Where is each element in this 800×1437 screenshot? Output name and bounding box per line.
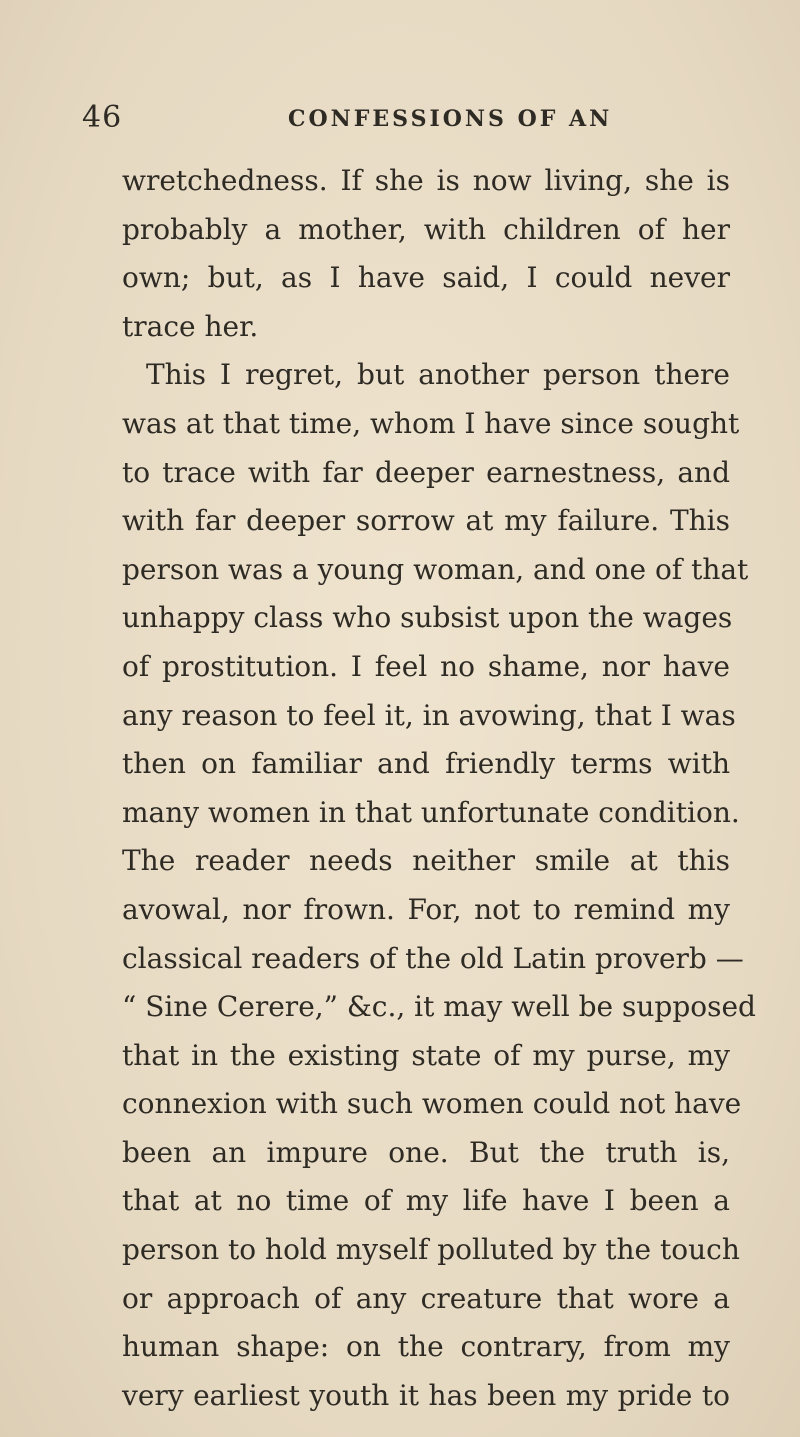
text-line: to trace with far deeper earnestness, and: [122, 455, 730, 489]
text-line: that at no time of my life have I been a: [122, 1184, 730, 1218]
text-line: of prostitution. I feel no shame, nor have: [122, 649, 730, 683]
text-line: This I regret, but another person there: [146, 358, 730, 392]
text-line: probably a mother, with children of her: [122, 212, 730, 246]
text-line: any reason to feel it, in avowing, that I was: [122, 698, 736, 732]
text-line: human shape: on the contrary, from my: [122, 1330, 730, 1364]
text-line: wretchedness. If she is now living, she is: [122, 164, 730, 197]
text-line: connexion with such women could not have: [122, 1087, 742, 1121]
page-number: 46: [82, 100, 123, 135]
running-head: CONFESSIONS OF AN: [288, 106, 613, 132]
text-line: own; but, as I have said, I could never: [122, 261, 730, 295]
text-line: many women in that unfortunate condition.: [122, 795, 740, 829]
text-line: classical readers of the old Latin proverb —: [122, 941, 744, 975]
text-line: or approach of any creature that wore a: [122, 1281, 730, 1315]
text-line: person was a young woman, and one of that: [122, 552, 749, 586]
text-line: very earliest youth it has been my pride to: [122, 1378, 730, 1412]
text-line: avowal, nor frown. For, not to remind my: [122, 892, 730, 926]
text-line: “ Sine Cerere,” &c., it may well be supposed: [122, 990, 756, 1024]
text-line: then on familiar and friendly terms with: [122, 747, 730, 781]
body-text: [122, 157, 756, 1420]
text-line: that in the existing state of my purse, my: [122, 1038, 730, 1072]
text-line: The reader needs neither smile at this: [122, 844, 730, 878]
text-line: with far deeper sorrow at my failure. This: [122, 504, 730, 538]
text-line: unhappy class who subsist upon the wages: [122, 601, 733, 635]
text-line: person to hold myself polluted by the touch: [122, 1233, 740, 1267]
text-line: was at that time, whom I have since sought: [122, 406, 740, 440]
page-header: [82, 100, 722, 144]
text-line: been an impure one. But the truth is,: [122, 1135, 730, 1169]
text-line: trace her.: [122, 309, 259, 343]
